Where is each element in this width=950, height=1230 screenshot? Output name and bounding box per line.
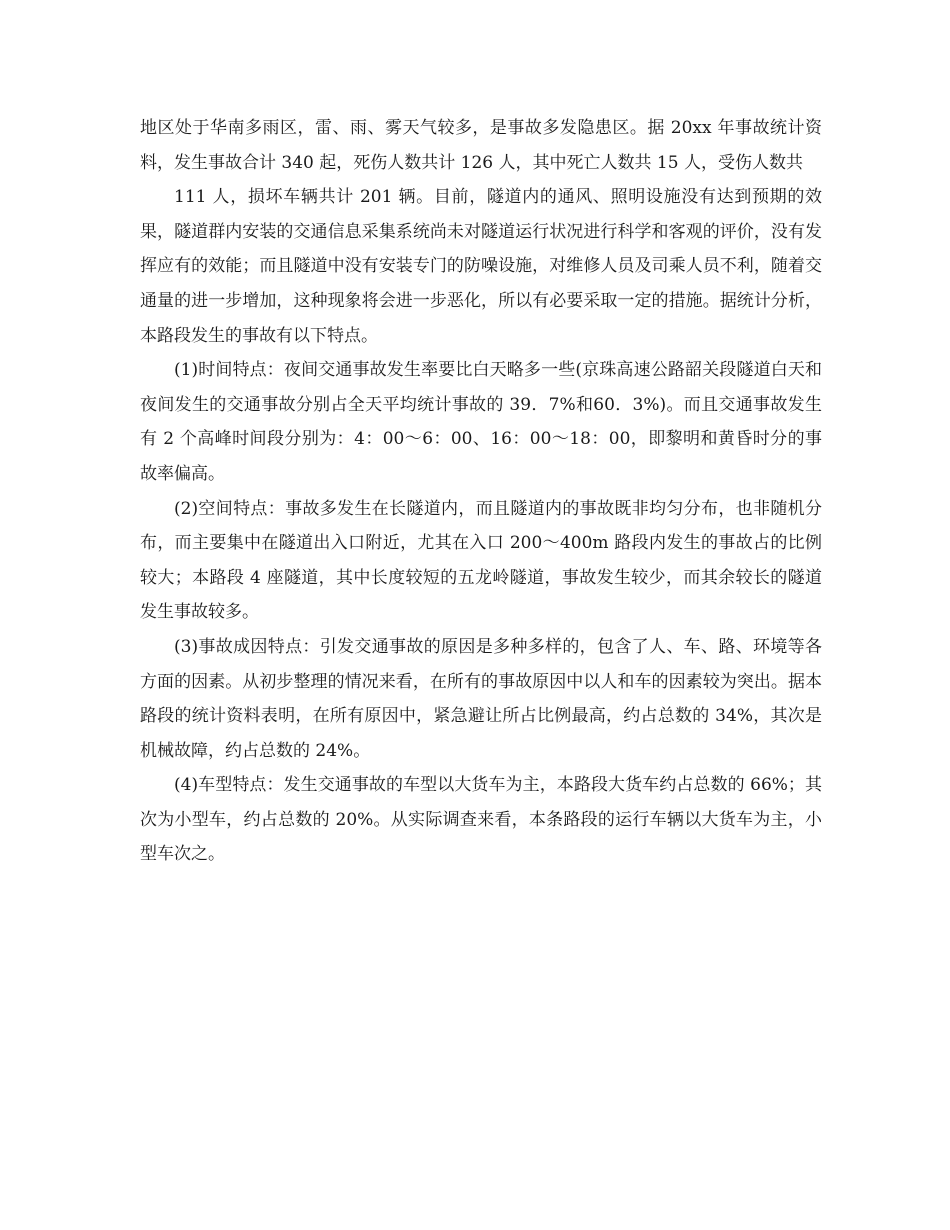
paragraph-facility-status: 111 人，损坏车辆共计 201 辆。目前，隧道内的通风、照明设施没有达到预期的效果，隧道群内安装的交通信息采集系统尚未对隧道运行状况进行科学和客观的评价，没有发挥应有的效能；而且隧道中没有安装专门的防噪设施，对维修人员及司乘人员不利，随着交通量的进一步增加，这种现象将会进一步恶化，所以有必要采取一定的措施。据统计分析，本路段发生的事故有以下特点。	[140, 187, 822, 346]
paragraph-time-features: (1)时间特点：夜间交通事故发生率要比白天略多一些(京珠高速公路韶关段隧道白天和夜间发生的交通事故分别占全天平均统计事故的 39．7%和60．3%)。而且交通事故发生有 2 个高峰时间段分别为：4：00～6：00、16：00～18：00，即黎明和黄昏时分的事故率偏高。	[140, 360, 822, 484]
document-body	[140, 111, 822, 872]
paragraph-weather-statistics: 地区处于华南多雨区，雷、雨、雾天气较多，是事故多发隐患区。据 20xx 年事故统计资料，发生事故合计 340 起，死伤人数共计 126 人，其中死亡人数共 15 人，受伤人数共	[140, 118, 822, 173]
paragraph-vehicle-features: (4)车型特点：发生交通事故的车型以大货车为主，本路段大货车约占总数的 66%；其次为小型车，约占总数的 20%。从实际调查来看，本条路段的运行车辆以大货车为主，小型车次之。	[140, 775, 822, 865]
paragraph-cause-features: (3)事故成因特点：引发交通事故的原因是多种多样的，包含了人、车、路、环境等各方面的因素。从初步整理的情况来看，在所有的事故原因中以人和车的因素较为突出。据本路段的统计资料表明，在所有原因中，紧急避让所占比例最高，约占总数的 34%，其次是机械故障，约占总数的 24%。	[140, 636, 822, 761]
paragraph-space-features: (2)空间特点：事故多发生在长隧道内，而且隧道内的事故既非均匀分布，也非随机分布，而主要集中在隧道出入口附近，尤其在入口 200～400m 路段内发生的事故占的比例较大；本路段 4 座隧道，其中长度较短的五龙岭隧道，事故发生较少，而其余较长的隧道发生事故较多。	[140, 498, 822, 623]
